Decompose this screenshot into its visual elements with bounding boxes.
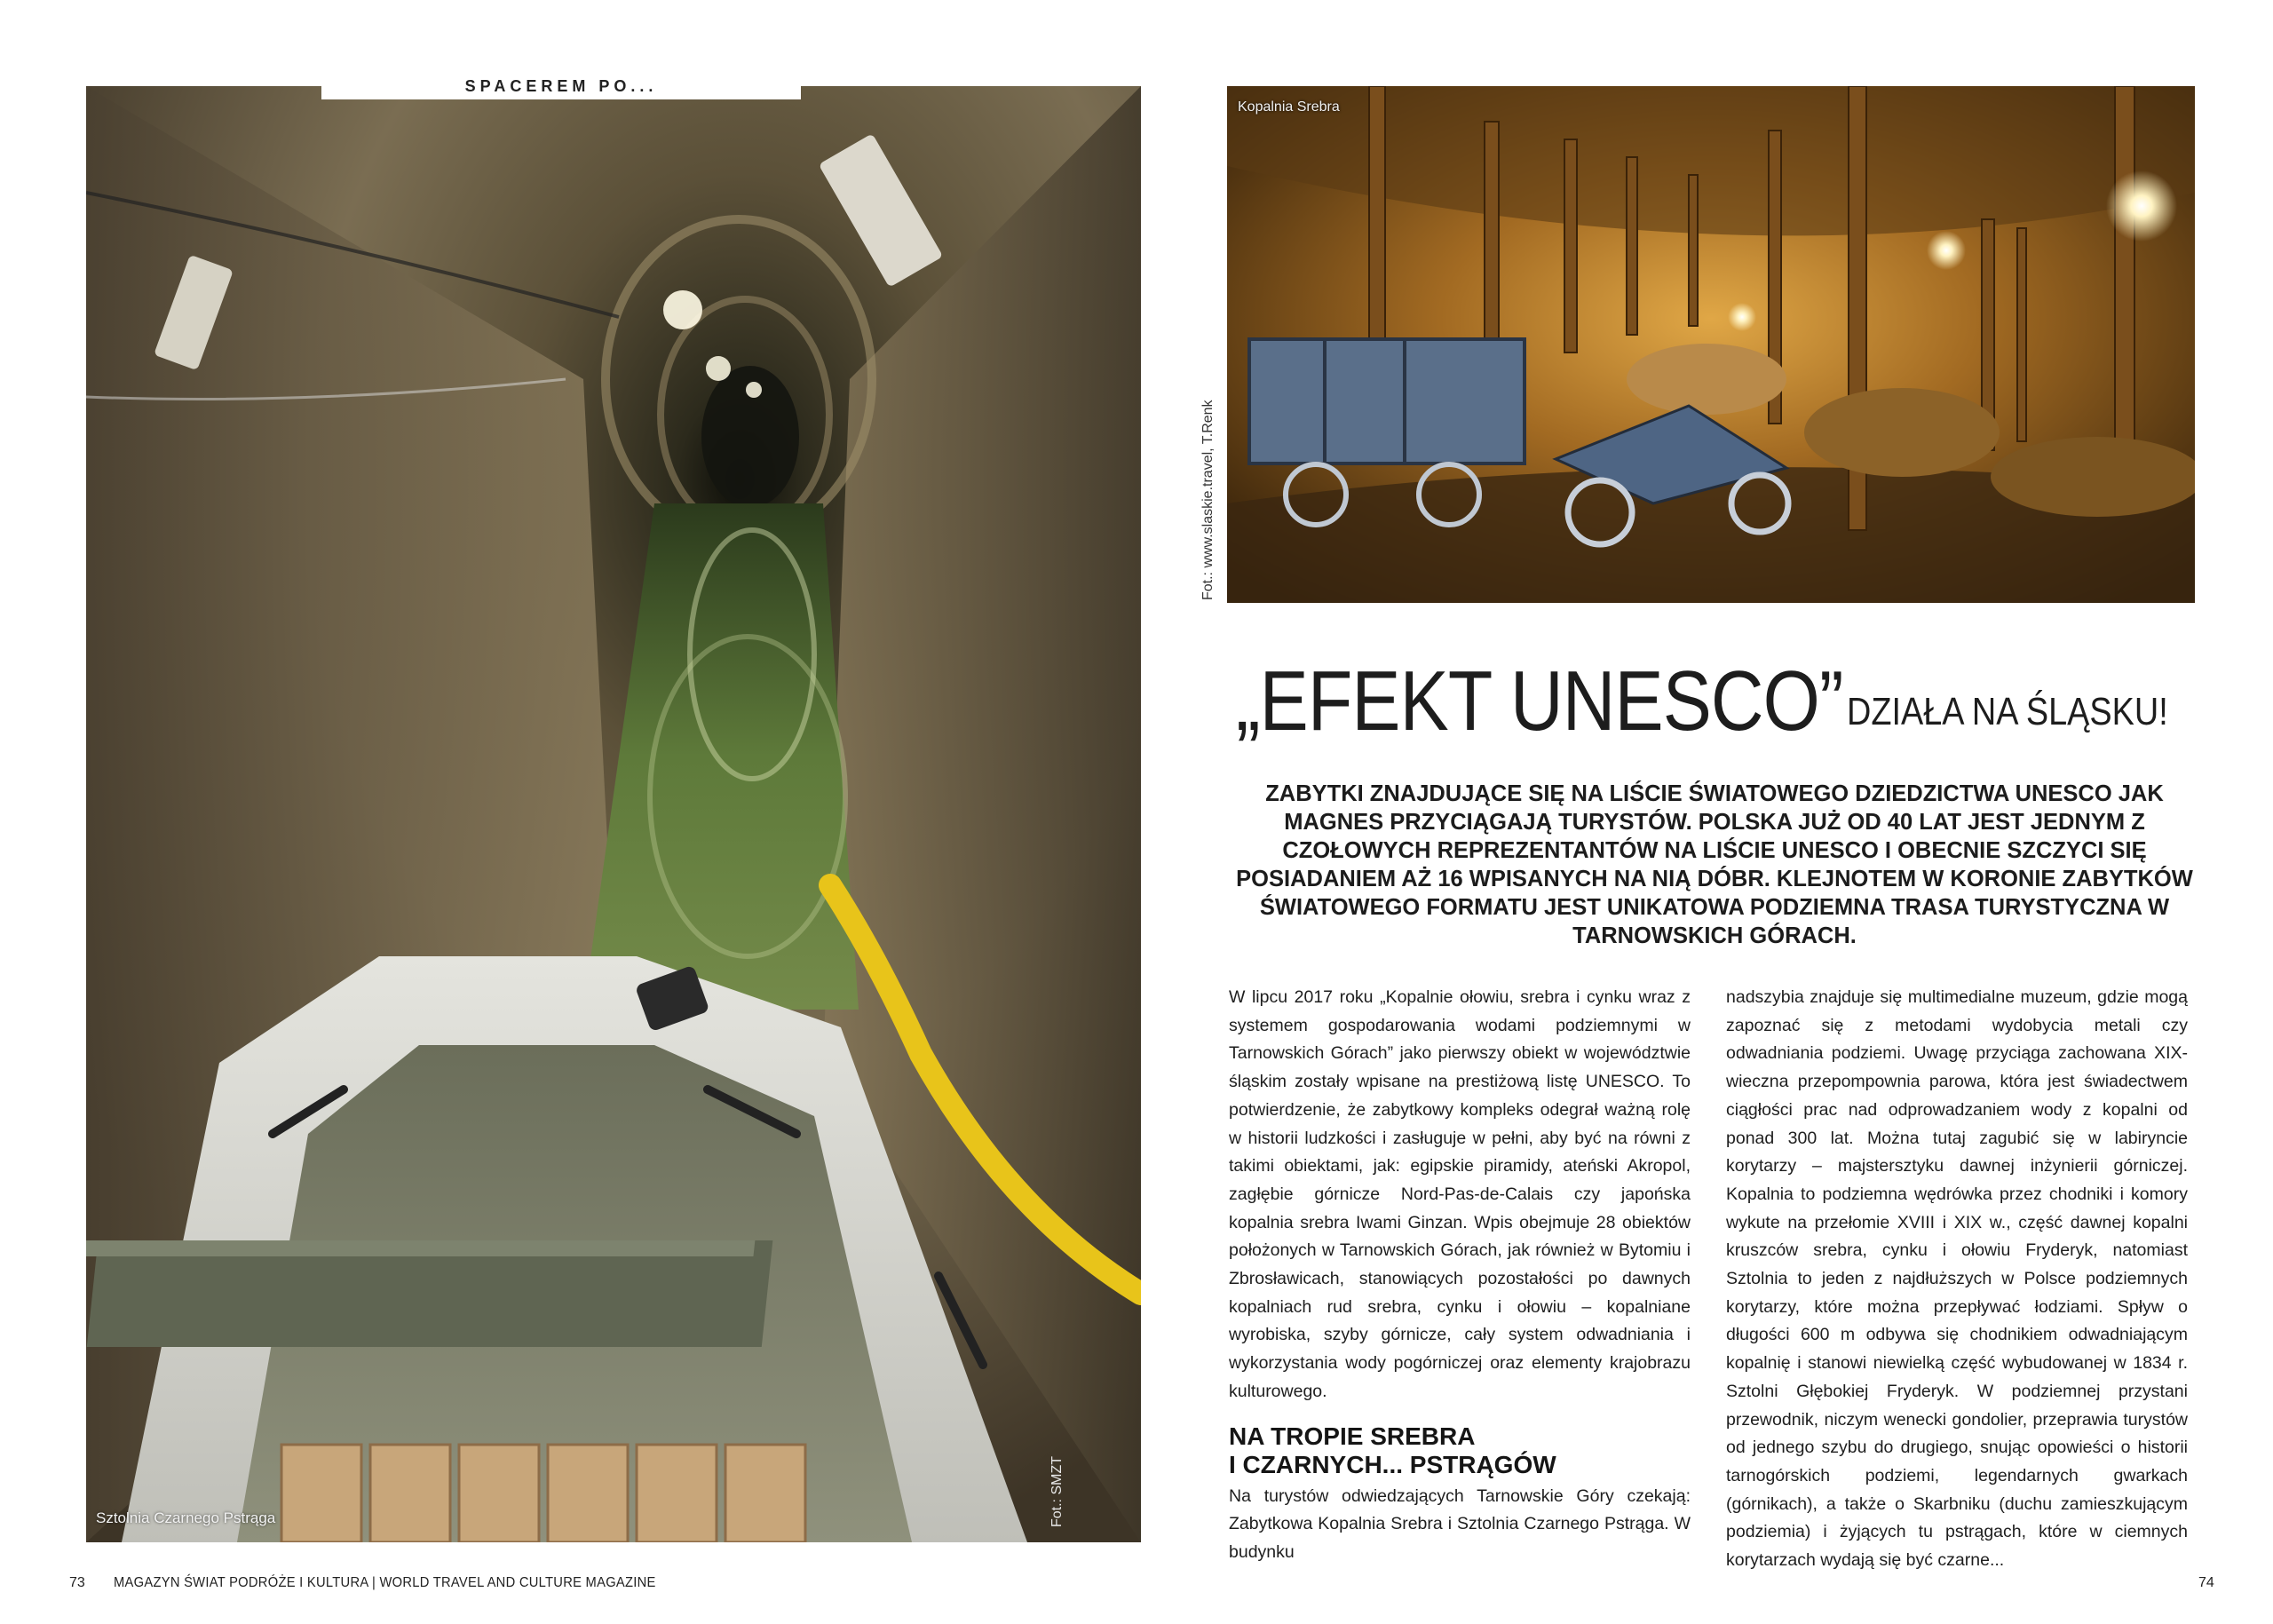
subhead bbox=[1229, 1422, 1691, 1479]
article-headline bbox=[1236, 653, 2195, 750]
silver-mine-photo bbox=[1227, 86, 2195, 603]
right-photo-caption: Kopalnia Srebra bbox=[1238, 99, 1340, 115]
tunnel-boat-photo bbox=[86, 86, 1141, 1542]
body-column-left bbox=[1229, 984, 1691, 1567]
page-number-right: 74 bbox=[2198, 1575, 2214, 1590]
magazine-footer: MAGAZYN ŚWIAT PODRÓŻE I KULTURA | WORLD TRAVEL AND CULTURE MAGAZINE bbox=[114, 1575, 656, 1590]
body-paragraph: W lipcu 2017 roku „Kopalnie ołowiu, srebra i cynku wraz z systemem gospodarowania wodami podziemnymi w Tarnowskich Górach” jako pierwszy obiekt w województwie śląskim zostały wpisane na prestiżową listę UNESCO. To potwierdzenie, że zabytkowy kompleks odegrał ważną rolę w historii ludzkości i zasługuje w pełni, aby być na równi z takimi obiektami, jak: egipskie piramidy, ateński Akropol, zagłębie górnicze Nord-Pas-de-Calais czy japońska kopalnia srebra Iwami Ginzan. Wpis obejmuje 28 obiektów położonych w Tarnowskich Górach, jak również w Bytomiu i Zbrosławicach, stanowiących pozostałości po dawnych kopalniach rud srebra, cynku i ołowiu – kopalniane wyrobiska, szyby górnicze, cały system odwadniania i wykorzystania wody pogórniczej oraz elementy krajobrazu kulturowego. bbox=[1229, 987, 1691, 1401]
article-lead: ZABYTKI ZNAJDUJĄCE SIĘ NA LIŚCIE ŚWIATOWEGO DZIEDZICTWA UNESCO JAK MAGNES PRZYCIĄGAJĄ TURYSTÓW. POLSKA JUŻ OD 40 LAT JEST JEDNYM Z CZOŁOWYCH REPREZENTANTÓW NA LIŚCIE UNESCO I OBECNIE SZCZYCI SIĘ POSIADANIEM AŻ 16 WPISANYCH NA NIĄ DÓBR. KLEJNOTEM W KORONIE ZABYTKÓW ŚWIATOWEGO FORMATU JEST UNIKATOWA PODZIEMNA TRASA TURYSTYCZNA W TARNOWSKICH GÓRACH. bbox=[1236, 781, 2193, 948]
body-paragraph: nadszybia znajduje się multimedialne muzeum, gdzie mogą zapoznać się z metodami wydobycia metali czy odwadniania podziemi. Uwagę przyciąga zachowana XIX-wieczna przepompownia parowa, która jest świadectwem ciągłości prac nad odprowadzaniem wody z kopalni od ponad 300 lat. Można tutaj zagubić się w labiryncie korytarzy – majstersztyku dawnej inżynierii górniczej. Kopalnia to podziemna wędrówka przez chodniki i komory wykute na przełomie XVIII i XIX w., część dawnej kopalni kruszców srebra, cynku i ołowiu Fryderyk, natomiast Sztolnia to jeden z najdłuższych w Polsce podziemnych korytarzy, które można przepływać łodziami. Spływ o długości 600 m odbywa się chodnikiem odwadniającym kopalnię i stanowi niewielką część wybudowanej w 1834 r. Sztolni Głębokiej Fryderyk. W podziemnej przystani przewodnik, niczym wenecki gondolier, przeprawia turystów od jednego szybu do drugiego, snując opowieści o historii tarnogórskich podziemi, legendarnych gwarkach (górnikach), a także o Skarbniku (duchu zamieszkującym podziemia) i żyjących tu pstrągach, które w ciemnych korytarzach wydają się być czarne... bbox=[1726, 987, 2188, 1571]
body-paragraph: Na turystów odwiedzających Tarnowskie Góry czekają: Zabytkowa Kopalnia Srebra i Sztolnia Czarnego Pstrąga. W budynku bbox=[1229, 1485, 1691, 1562]
headline-sub: DZIAŁA NA ŚLĄSKU! bbox=[1847, 690, 2168, 733]
section-label: SPACEREM PO... bbox=[321, 73, 801, 99]
subhead-line-2: I CZARNYCH... PSTRĄGÓW bbox=[1229, 1450, 1556, 1478]
body-column-right bbox=[1726, 984, 2188, 1575]
left-photo-caption: Sztolnia Czarnego Pstrąga bbox=[96, 1509, 276, 1526]
page-number-left: 73 bbox=[69, 1575, 85, 1590]
headline-main: „EFEKT UNESCO” bbox=[1236, 654, 1843, 749]
left-photo-credit: Fot.: SMZT bbox=[1049, 1456, 1065, 1527]
right-photo-credit: Fot.: www.slaskie.travel, T.Renk bbox=[1200, 400, 1216, 600]
subhead-line-1: NA TROPIE SREBRA bbox=[1229, 1422, 1476, 1450]
